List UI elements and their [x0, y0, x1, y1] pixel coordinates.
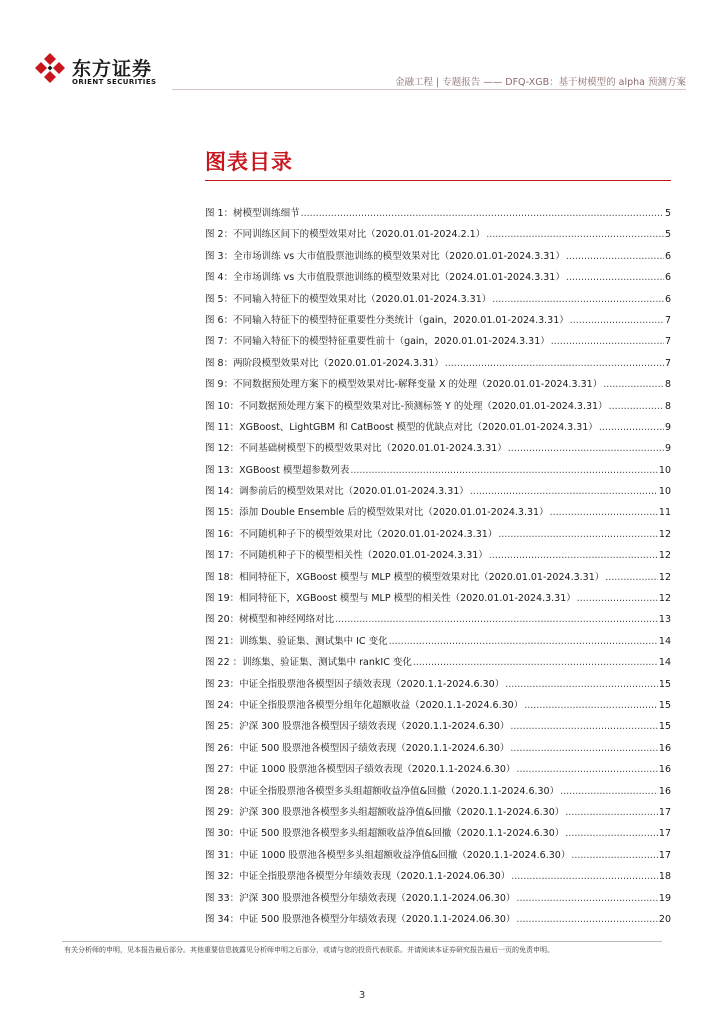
toc-entry-label: 图 10：不同数据预处理方案下的模型效果对比-预测标签 Y 的处理（2020.01.01-2024.3.31）: [205, 400, 608, 412]
toc-dot-leader: [350, 465, 658, 476]
toc-entry[interactable]: [205, 654, 671, 675]
toc-entry-page: 6: [664, 293, 671, 305]
toc-dot-leader: [486, 229, 664, 240]
toc-dot-leader: [492, 294, 664, 305]
toc-entry-page: 5: [664, 229, 671, 241]
toc-entry-page: 9: [664, 443, 671, 455]
toc-entry[interactable]: [205, 697, 671, 718]
toc-entry-page: 14: [658, 657, 671, 669]
toc-dot-leader: [565, 807, 658, 818]
toc-entry[interactable]: [205, 590, 671, 611]
toc-entry[interactable]: [205, 248, 671, 269]
toc-entry-page: 7: [664, 336, 671, 348]
toc-dot-leader: [301, 208, 664, 219]
toc-dot-leader: [510, 743, 658, 754]
toc-dot-leader: [566, 272, 664, 283]
toc-entry-label: 图 12：不同基础树模型下的模型效果对比（2020.01.01-2024.3.31）: [205, 443, 507, 455]
toc-entry-page: 11: [658, 507, 671, 519]
toc-entry-page: 15: [658, 721, 671, 733]
toc-entry-page: 20: [658, 913, 671, 925]
toc-entry-page: 17: [658, 849, 671, 861]
toc-entry-page: 12: [658, 528, 671, 540]
toc-entry-page: 8: [664, 400, 671, 412]
toc-entry-label: 图 13：XGBoost 模型超参数列表: [205, 464, 350, 476]
toc-entry-page: 8: [664, 379, 671, 391]
toc-dot-leader: [389, 636, 658, 647]
toc-entry-label: 图 1：树模型训练细节: [205, 208, 300, 219]
logo-text-en: ORIENT SECURITIES: [72, 78, 157, 86]
toc-dot-leader: [489, 550, 658, 561]
toc-list: [205, 205, 671, 932]
toc-entry-page: 16: [658, 742, 671, 754]
toc-entry-label: 图 7：不同输入特征下的模型特征重要性前十（gain，2020.01.01-2024.3.31）: [205, 336, 550, 348]
logo-text-cn: 东方证券: [72, 58, 153, 80]
toc-dot-leader: [571, 850, 658, 861]
toc-entry[interactable]: [205, 440, 671, 461]
toc-entry-label: 图 5：不同输入特征下的模型效果对比（2020.01.01-2024.3.31）: [205, 293, 492, 305]
toc-dot-leader: [510, 721, 658, 732]
toc-entry-page: 19: [658, 892, 671, 904]
toc-entry-label: 图 15：添加 Double Ensemble 后的模型效果对比（2020.01.01-2024.3.31）: [205, 507, 549, 519]
toc-entry[interactable]: [205, 890, 671, 911]
toc-entry[interactable]: [205, 398, 671, 419]
report-header-info: 金融工程 | 专题报告 —— DFQ-XGB：基于树模型的 alpha 预测方案: [394, 77, 686, 88]
toc-entry-label: 图 9：不同数据预处理方案下的模型效果对比-解释变量 X 的处理（2020.01.01-2024.3.31）: [205, 379, 603, 391]
toc-entry-label: 图 28：中证全指股票池各模型多头组超额收益净值&回撤（2020.1.1-2024.6.30）: [205, 785, 560, 797]
toc-dot-leader: [470, 486, 658, 497]
toc-entry-label: 图 32：中证全指股票池各模型分年绩效表现（2020.1.1-2024.06.30）: [205, 871, 511, 883]
toc-entry[interactable]: [205, 226, 671, 247]
toc-dot-leader: [516, 914, 657, 925]
toc-dot-leader: [508, 443, 664, 454]
toc-entry-page: 15: [658, 678, 671, 690]
toc-entry[interactable]: [205, 312, 671, 333]
toc-entry-label: 图 27：中证 1000 股票池各模型因子绩效表现（2020.1.1-2024.6.30）: [205, 764, 516, 776]
toc-entry-page: 16: [658, 764, 671, 776]
footer-divider: [62, 941, 662, 942]
toc-entry-page: 6: [664, 272, 671, 284]
toc-entry-page: 12: [658, 571, 671, 583]
toc-entry[interactable]: [205, 269, 671, 290]
toc-entry-page: 10: [658, 486, 671, 498]
toc-dot-leader: [560, 786, 658, 797]
toc-entry[interactable]: [205, 483, 671, 504]
toc-entry[interactable]: [205, 718, 671, 739]
toc-entry-page: 6: [664, 250, 671, 262]
toc-entry-label: 图 24：中证全指股票池各模型分组年化超额收益（2020.1.1-2024.6.30）: [205, 699, 524, 711]
toc-dot-leader: [516, 893, 657, 904]
toc-dot-leader: [505, 679, 658, 690]
toc-entry[interactable]: [205, 547, 671, 568]
toc-entry-label: 图 16：不同随机种子下的模型效果对比（2020.01.01-2024.3.31）: [205, 528, 498, 540]
toc-entry-label: 图 4：全市场训练 vs 大市值股票池训练的模型效果对比（2024.01.01-2024.3.31）: [205, 272, 565, 284]
orient-logo-icon: [34, 52, 66, 84]
toc-entry-label: 图 25：沪深 300 股票池各模型因子绩效表现（2020.1.1-2024.6.30）: [205, 721, 510, 733]
toc-title-underline: [205, 180, 671, 181]
toc-dot-leader: [577, 593, 658, 604]
toc-entry-label: 图 23：中证全指股票池各模型因子绩效表现（2020.1.1-2024.6.30）: [205, 678, 505, 690]
toc-entry-page: 7: [664, 357, 671, 369]
toc-dot-leader: [551, 336, 664, 347]
toc-dot-leader: [524, 700, 658, 711]
toc-dot-leader: [565, 828, 658, 839]
toc-entry[interactable]: [205, 676, 671, 697]
toc-entry[interactable]: [205, 355, 671, 376]
toc-dot-leader: [445, 358, 664, 369]
toc-dot-leader: [603, 379, 664, 390]
toc-entry-page: 16: [658, 785, 671, 797]
toc-entry-page: 12: [658, 593, 671, 605]
toc-entry-label: 图 29：沪深 300 股票池各模型多头组超额收益净值&回撤（2020.1.1-2024.6.30）: [205, 806, 565, 818]
toc-dot-leader: [335, 614, 658, 625]
toc-entry-label: 图 21：训练集、验证集、测试集中 IC 变化: [205, 635, 388, 647]
toc-entry[interactable]: [205, 611, 671, 632]
toc-entry-label: 图 11：XGBoost、LightGBM 和 CatBoost 模型的优缺点对比（2020.01.01-2024.3.31）: [205, 421, 598, 433]
toc-entry[interactable]: [205, 761, 671, 782]
toc-entry-page: 5: [664, 208, 671, 219]
toc-entry-label: 图 8：两阶段模型效果对比（2020.01.01-2024.3.31）: [205, 357, 444, 369]
toc-entry-page: 13: [658, 614, 671, 626]
toc-entry[interactable]: [205, 633, 671, 654]
toc-dot-leader: [516, 764, 657, 775]
toc-dot-leader: [609, 401, 664, 412]
toc-entry[interactable]: [205, 291, 671, 312]
toc-entry-label: 图 17：不同随机种子下的模型相关性（2020.01.01-2024.3.31）: [205, 550, 488, 562]
toc-dot-leader: [550, 507, 658, 518]
toc-entry[interactable]: [205, 825, 671, 846]
toc-entry-page: 9: [664, 421, 671, 433]
toc-entry-page: 15: [658, 699, 671, 711]
toc-dot-leader: [570, 315, 664, 326]
toc-dot-leader: [566, 251, 664, 262]
toc-entry-label: 图 33：沪深 300 股票池各模型分年绩效表现（2020.1.1-2024.06.30）: [205, 892, 516, 904]
toc-entry-label: 图 22 ：训练集、验证集、测试集中 rankIC 变化: [205, 657, 412, 669]
toc-entry[interactable]: [205, 847, 671, 868]
toc-dot-leader: [599, 422, 664, 433]
toc-entry-label: 图 20：树模型和神经网络对比: [205, 614, 335, 626]
company-logo: [34, 52, 164, 92]
toc-entry-label: 图 6：不同输入特征下的模型特征重要性分类统计（gain，2020.01.01-2024.3.31）: [205, 314, 569, 326]
page-number: 3: [358, 990, 366, 1001]
toc-entry[interactable]: [205, 462, 671, 483]
toc-dot-leader: [498, 529, 658, 540]
toc-entry-label: 图 30：中证 500 股票池各模型多头组超额收益净值&回撤（2020.1.1-2024.6.30）: [205, 828, 565, 840]
toc-entry-label: 图 18：相同特征下，XGBoost 模型与 MLP 模型的模型效果对比（2020.01.01-2024.3.31）: [205, 571, 605, 583]
toc-entry[interactable]: [205, 419, 671, 440]
toc-entry-label: 图 26：中证 500 股票池各模型因子绩效表现（2020.1.1-2024.6.30）: [205, 742, 510, 754]
toc-entry[interactable]: [205, 911, 671, 932]
toc-entry[interactable]: [205, 333, 671, 354]
toc-dot-leader: [511, 871, 658, 882]
toc-entry-label: 图 34：中证 500 股票池各模型分年绩效表现（2020.1.1-2024.06.30）: [205, 913, 516, 925]
header-divider: [172, 89, 686, 90]
toc-entry-page: 7: [664, 314, 671, 326]
toc-entry-page: 10: [658, 464, 671, 476]
toc-entry[interactable]: [205, 205, 671, 226]
toc-entry[interactable]: [205, 376, 671, 397]
toc-entry-page: 14: [658, 635, 671, 647]
toc-entry-label: 图 31：中证 1000 股票池各模型多头组超额收益净值&回撤（2020.1.1-2024.6.30）: [205, 849, 571, 861]
toc-entry-label: 图 2：不同训练区间下的模型效果对比（2020.01.01-2024.2.1）: [205, 229, 486, 241]
toc-entry-page: 12: [658, 550, 671, 562]
toc-entry-page: 17: [658, 806, 671, 818]
toc-title: 图表目录: [205, 150, 293, 174]
toc-entry[interactable]: [205, 504, 671, 525]
toc-entry[interactable]: [205, 569, 671, 590]
toc-entry[interactable]: [205, 783, 671, 804]
toc-dot-leader: [605, 572, 658, 583]
toc-entry-label: 图 14：调参前后的模型效果对比（2020.01.01-2024.3.31）: [205, 486, 469, 498]
toc-entry-label: 图 3：全市场训练 vs 大市值股票池训练的模型效果对比（2020.01.01-2024.3.31）: [205, 250, 565, 262]
toc-dot-leader: [413, 657, 658, 668]
toc-entry[interactable]: [205, 868, 671, 889]
toc-entry[interactable]: [205, 740, 671, 761]
disclaimer-text: 有关分析师的申明，见本报告最后部分。其他重要信息披露见分析师申明之后部分，或请与您的投资代表联系。并请阅读本证券研究报告最后一页的免责申明。: [64, 946, 554, 954]
toc-entry-page: 18: [658, 871, 671, 883]
toc-entry[interactable]: [205, 804, 671, 825]
toc-entry-page: 17: [658, 828, 671, 840]
toc-entry-label: 图 19：相同特征下，XGBoost 模型与 MLP 模型的相关性（2020.01.01-2024.3.31）: [205, 593, 576, 605]
toc-entry[interactable]: [205, 526, 671, 547]
